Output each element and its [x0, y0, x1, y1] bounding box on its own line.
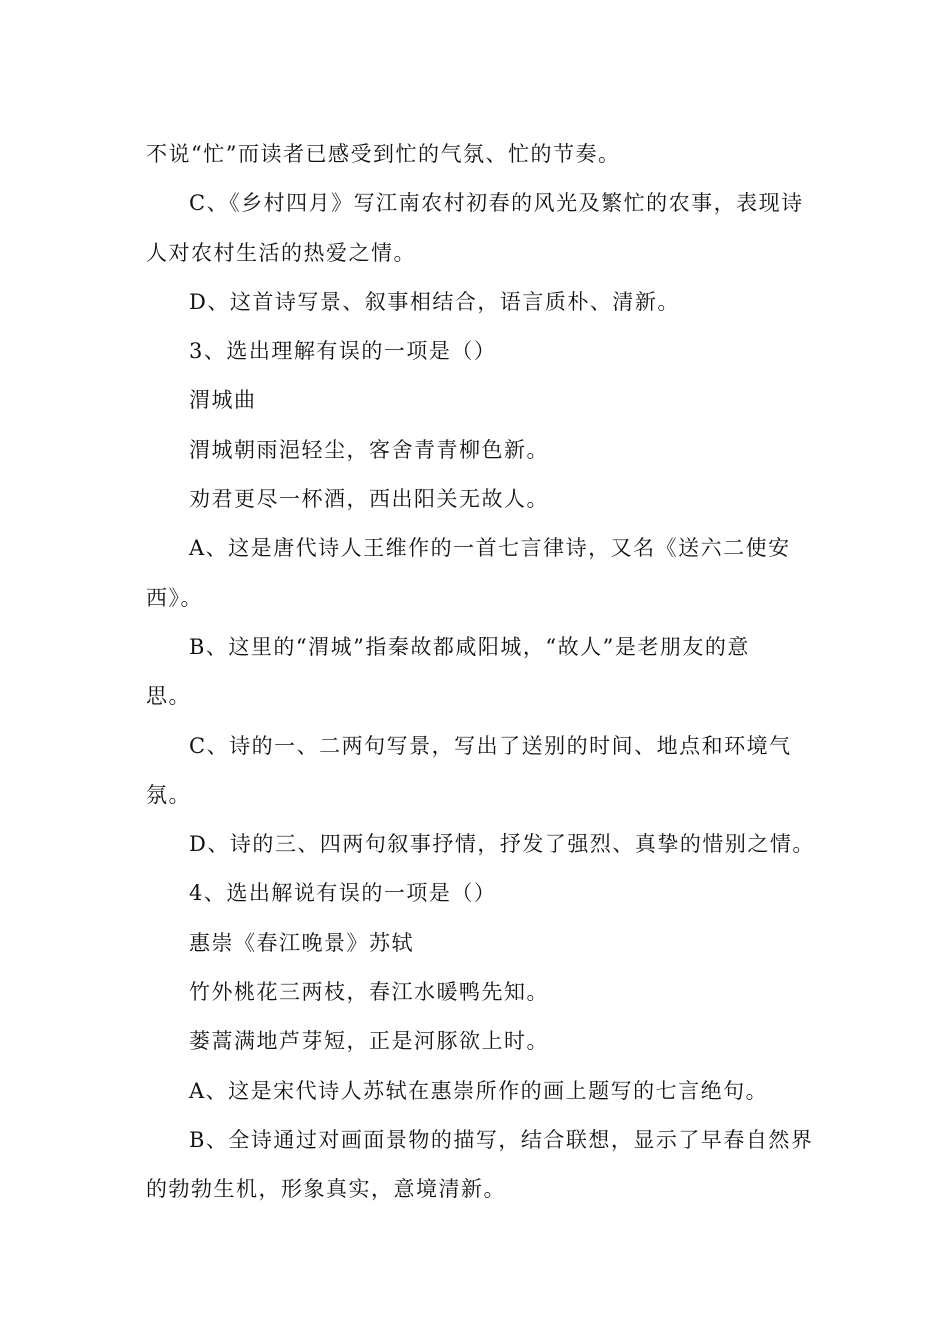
option-text: A、这是唐代诗人王维作的一首七言律诗，又名《送六二使安 — [189, 536, 791, 561]
option-text: B、这里的“渭城”指秦故都咸阳城，“故人”是老朋友的意 — [189, 634, 750, 659]
text-line: 人对农村生活的热爱之情。 — [146, 240, 416, 265]
option-text: D、诗的三、四两句叙事抒情，抒发了强烈、真挚的惜别之情。 — [189, 832, 815, 857]
text-line: 思。 — [146, 684, 191, 709]
text-line: 不说“忙”而读者已感受到忙的气氛、忙的节奏。 — [146, 142, 621, 166]
option-text: A、这是宋代诗人苏轼在惠崇所作的画上题写的七言绝句。 — [189, 1078, 769, 1103]
text-line: C、《乡村四月》写江南农村初春的风光及繁忙的农事，表现诗 — [189, 191, 804, 216]
text-line: 的勃勃生机，形象真实，意境清新。 — [146, 1177, 506, 1202]
option-text: B、全诗通过对画面景物的描写，结合联想，显示了早春自然界 — [189, 1127, 814, 1152]
text-line: 西》。 — [146, 585, 203, 610]
poem-line: 渭城朝雨浥轻尘，客舍青青柳色新。 — [189, 437, 549, 462]
question-heading: 3、选出理解有误的一项是（） — [189, 339, 497, 364]
poem-title: 渭城曲 — [189, 388, 257, 413]
poem-line: 蒌蒿满地芦芽短，正是河豚欲上时。 — [189, 1029, 549, 1054]
poem-line: 竹外桃花三两枝，春江水暖鸭先知。 — [189, 980, 549, 1005]
text-line: 氛。 — [146, 782, 191, 807]
option-text: C、诗的一、二两句写景，写出了送别的时间、地点和环境气 — [189, 733, 792, 758]
poem-title: 惠崇《春江晚景》苏轼 — [189, 930, 414, 955]
poem-line: 劝君更尽一杯酒，西出阳关无故人。 — [189, 487, 549, 512]
text-line: D、这首诗写景、叙事相结合，语言质朴、清新。 — [189, 289, 680, 314]
question-heading: 4、选出解说有误的一项是（） — [189, 881, 497, 906]
document-body — [146, 130, 815, 1215]
